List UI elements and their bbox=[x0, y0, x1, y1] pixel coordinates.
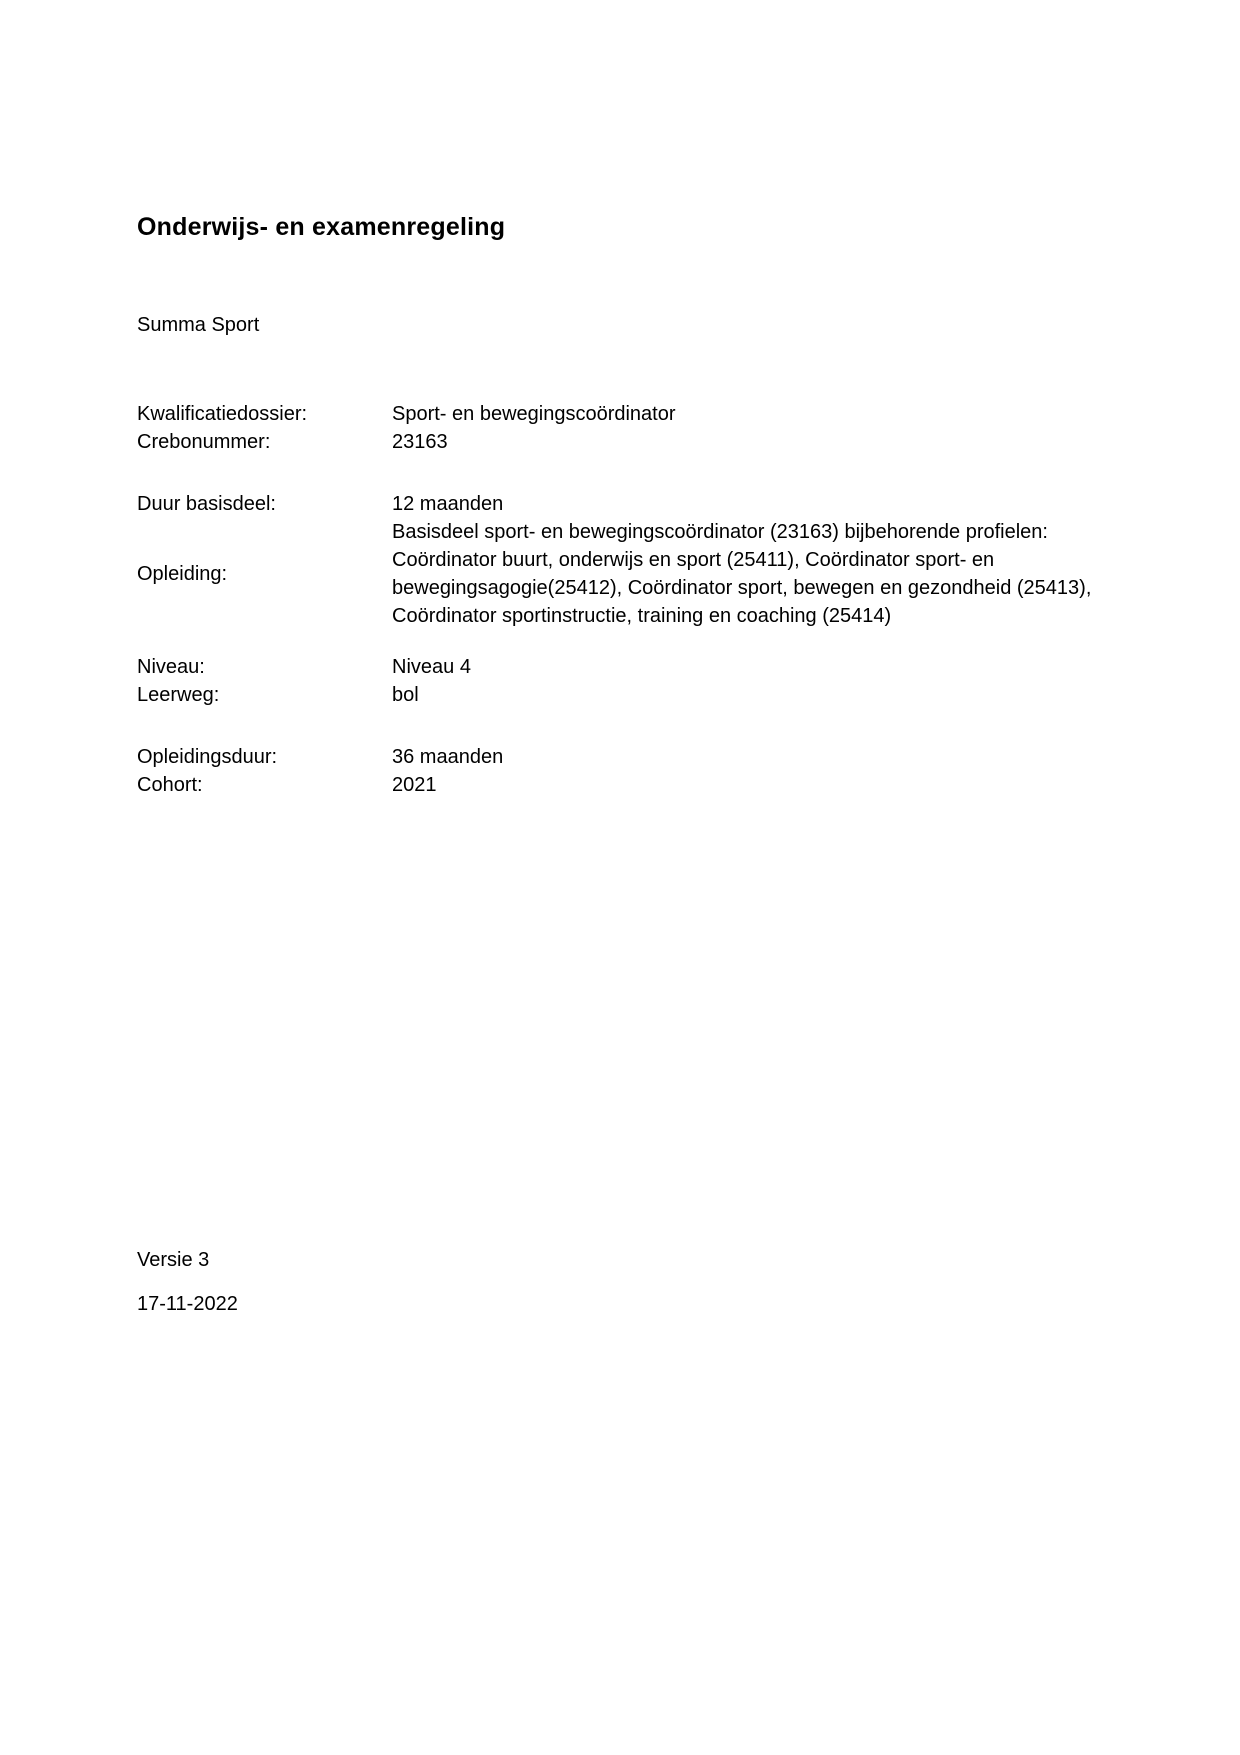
info-group-opleiding bbox=[137, 490, 1117, 630]
info-group-niveau bbox=[137, 653, 1117, 709]
kwalificatiedossier-value: Sport- en bewegingscoördinator bbox=[392, 403, 676, 425]
table-row bbox=[137, 400, 1117, 428]
kwalificatiedossier-label: Kwalificatiedossier: bbox=[137, 403, 308, 425]
cohort-label: Cohort: bbox=[137, 774, 203, 796]
niveau-label: Niveau: bbox=[137, 656, 205, 678]
opleidingsduur-value: 36 maanden bbox=[392, 746, 504, 768]
cohort-value: 2021 bbox=[392, 774, 437, 796]
duur-basisdeel-value: 12 maanden bbox=[392, 493, 504, 515]
table-row bbox=[137, 428, 1117, 456]
date-text: 17-11-2022 bbox=[137, 1293, 238, 1315]
leerweg-value: bol bbox=[392, 684, 419, 706]
opleidingsduur-label: Opleidingsduur: bbox=[137, 746, 278, 768]
table-row bbox=[137, 771, 1117, 799]
crebonummer-value: 23163 bbox=[392, 431, 448, 453]
info-group-kwalificatie bbox=[137, 400, 1117, 456]
version-text: Versie 3 bbox=[137, 1249, 210, 1271]
duur-basisdeel-label: Duur basisdeel: bbox=[137, 493, 276, 515]
table-row bbox=[137, 681, 1117, 709]
table-row bbox=[137, 743, 1117, 771]
niveau-value: Niveau 4 bbox=[392, 656, 471, 678]
opleiding-value: Basisdeel sport- en bewegingscoördinator (23163) bijbehorende profielen: Coördinator buurt, onderwijs en sport (25411), Coördinator sport- en bewegingsagogie(25412), Coördinator sport, bewegen en gezondheid (25413), Coördinator sportinstructie, training en coaching (25414) bbox=[392, 521, 1092, 627]
organization-name: Summa Sport bbox=[137, 314, 260, 336]
table-row bbox=[137, 490, 1117, 518]
opleiding-label: Opleiding: bbox=[137, 563, 228, 585]
table-row bbox=[137, 518, 1117, 630]
table-row bbox=[137, 653, 1117, 681]
info-group-duur-cohort bbox=[137, 743, 1117, 799]
page-title: Onderwijs- en examenregeling bbox=[137, 213, 506, 241]
leerweg-label: Leerweg: bbox=[137, 684, 220, 706]
crebonummer-label: Crebonummer: bbox=[137, 431, 271, 453]
